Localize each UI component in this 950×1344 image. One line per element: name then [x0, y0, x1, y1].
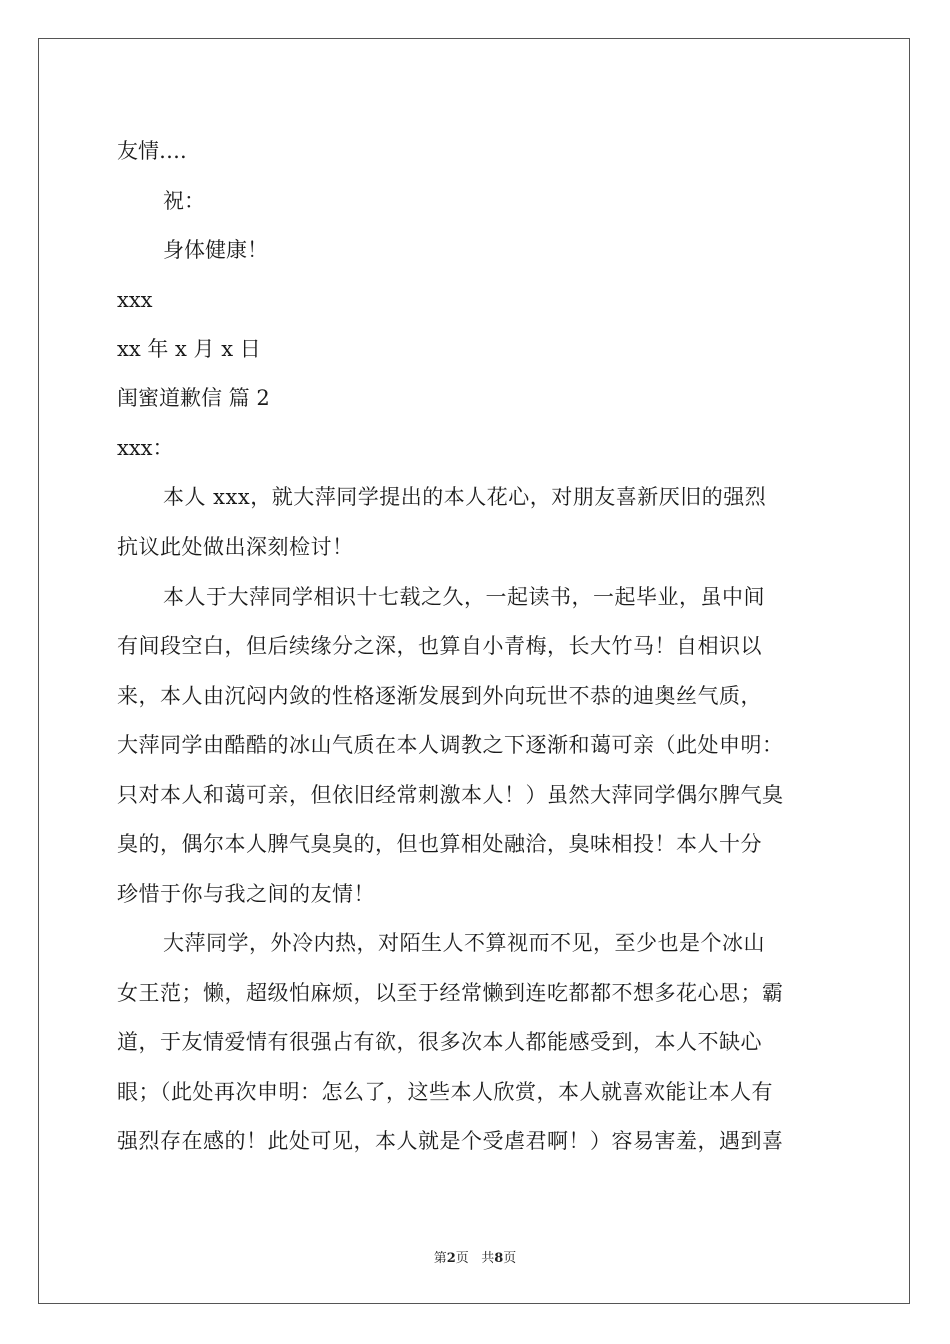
paragraph-line: 来，本人由沉闷内敛的性格逐渐发展到外向玩世不恭的迪奥丝气质，	[117, 684, 762, 708]
paragraph-line: 眼；（此处再次申明：怎么了，这些本人欣赏，本人就喜欢能让本人有	[117, 1080, 773, 1104]
current-page-number: 2	[446, 1251, 456, 1266]
paragraph-line: 道，于友情爱情有很强占有欲，很多次本人都能感受到，本人不缺心	[117, 1030, 762, 1054]
total-pages-number: 8	[494, 1251, 504, 1266]
page-number-suffix: 页	[455, 1251, 469, 1266]
paragraph-line: 臭的，偶尔本人脾气臭臭的，但也算相处融洽，臭味相投！本人十分	[117, 832, 762, 856]
page-number-prefix: 第	[433, 1251, 447, 1266]
paragraph-line: 本人 xxx，就大萍同学提出的本人花心，对朋友喜新厌旧的强烈	[163, 485, 767, 509]
paragraph-line: 抗议此处做出深刻检讨！	[117, 535, 354, 559]
page-footer	[0, 1247, 950, 1266]
wish-line: 身体健康！	[163, 238, 268, 262]
salutation: xxx：	[117, 436, 174, 460]
paragraph-line: 本人于大萍同学相识十七载之久，一起读书，一起毕业，虽中间	[163, 585, 765, 609]
signature-date: xx 年 x 月 x 日	[117, 337, 261, 361]
paragraph-line: 珍惜于你与我之间的友情！	[117, 882, 375, 906]
page-border	[38, 38, 910, 1304]
greeting-line: 祝：	[163, 189, 205, 213]
total-pages-prefix: 共	[481, 1251, 495, 1266]
signature-name: xxx	[117, 288, 153, 312]
paragraph-line: 有间段空白，但后续缘分之深，也算自小青梅，长大竹马！自相识以	[117, 634, 762, 658]
paragraph-line: 大萍同学，外冷内热，对陌生人不算视而不见，至少也是个冰山	[163, 931, 765, 955]
total-pages-suffix: 页	[503, 1251, 517, 1266]
paragraph-line: 强烈存在感的！此处可见，本人就是个受虐君啊！）容易害羞，遇到喜	[117, 1129, 784, 1153]
text-line: 友情….	[117, 139, 187, 163]
paragraph-line: 女王范；懒，超级怕麻烦，以至于经常懒到连吃都都不想多花心思；霸	[117, 981, 784, 1005]
section-title: 闺蜜道歉信 篇 2	[117, 386, 270, 410]
paragraph-line: 大萍同学由酷酷的冰山气质在本人调教之下逐渐和蔼可亲（此处申明：	[117, 733, 784, 757]
paragraph-line: 只对本人和蔼可亲，但依旧经常刺激本人！）虽然大萍同学偶尔脾气臭	[117, 783, 784, 807]
